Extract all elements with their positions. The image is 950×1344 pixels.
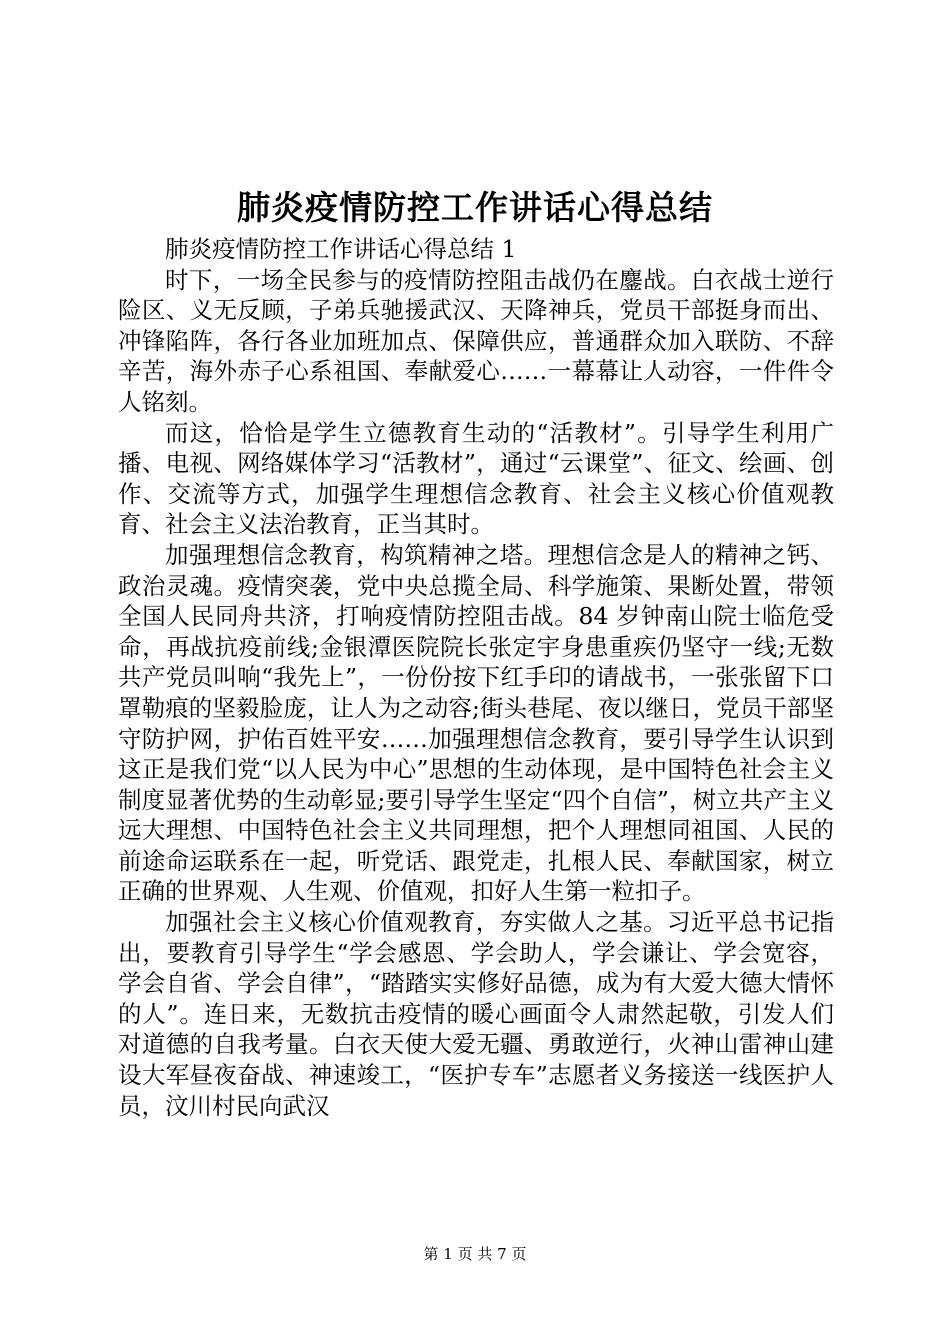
page-number-footer: 第 1 页 共 7 页 bbox=[423, 1245, 527, 1263]
paragraph-1: 时下，一场全民参与的疫情防控阻击战仍在鏖战。白衣战士逆行险区、义无反顾，子弟兵驰援武汉、天降神兵，党员干部挺身而出、冲锋陷阵，各行各业加班加点、保障供应，普通群众加入联防、不辞辛苦，海外赤子心系祖国、奉献爱心……一幕幕让人动容，一件件令人铭刻。 bbox=[118, 265, 834, 416]
document-title: 肺炎疫情防控工作讲话心得总结 bbox=[237, 188, 713, 227]
document-body bbox=[118, 234, 834, 1121]
paragraph-2: 而这，恰恰是学生立德教育生动的“活教材”。引导学生利用广播、电视、网络媒体学习“活教材”，通过“云课堂”、征文、绘画、创作、交流等方式，加强学生理想信念教育、社会主义核心价值观教育、社会主义法治教育，正当其时。 bbox=[118, 418, 834, 539]
paragraph-4: 加强社会主义核心价值观教育，夯实做人之基。习近平总书记指出，要教育引导学生“学会感恩、学会助人，学会谦让、学会宽容，学会自省、学会自律”，“踏踏实实修好品德，成为有大爱大德大情怀的人”。连日来，无数抗击疫情的暖心画面令人肃然起敬，引发人们对道德的自我考量。白衣天使大爱无疆、勇敢逆行，火神山雷神山建设大军昼夜奋战、神速竣工，“医护专车”志愿者义务接送一线医护人员，汶川村民向武汉 bbox=[118, 908, 834, 1120]
document-subtitle: 肺炎疫情防控工作讲话心得总结 1 bbox=[165, 235, 517, 263]
paragraph-3: 加强理想信念教育，构筑精神之塔。理想信念是人的精神之钙、政治灵魂。疫情突袭，党中央总揽全局、科学施策、果断处置，带领全国人民同舟共济，打响疫情防控阻击战。84 岁钟南山院士临危受命，再战抗疫前线;金银潭医院院长张定宇身患重疾仍坚守一线;无数共产党员叫响“我先上”，一份份按下红手印的请战书，一张张留下口罩勒痕的坚毅脸庞，让人为之动容;街头巷尾、夜以继日，党员干部坚守防护网，护佑百姓平安……加强理想信念教育，要引导学生认识到这正是我们党“以人民为中心”思想的生动体现，是中国特色社会主义制度显著优势的生动彰显;要引导学生坚定“四个自信”，树立共产主义远大理想、中国特色社会主义共同理想，把个人理想同祖国、人民的前途命运联系在一起，听党话、跟党走，扎根人民、奉献国家，树立正确的世界观、人生观、价值观，扣好人生第一粒扣子。 bbox=[118, 540, 834, 906]
